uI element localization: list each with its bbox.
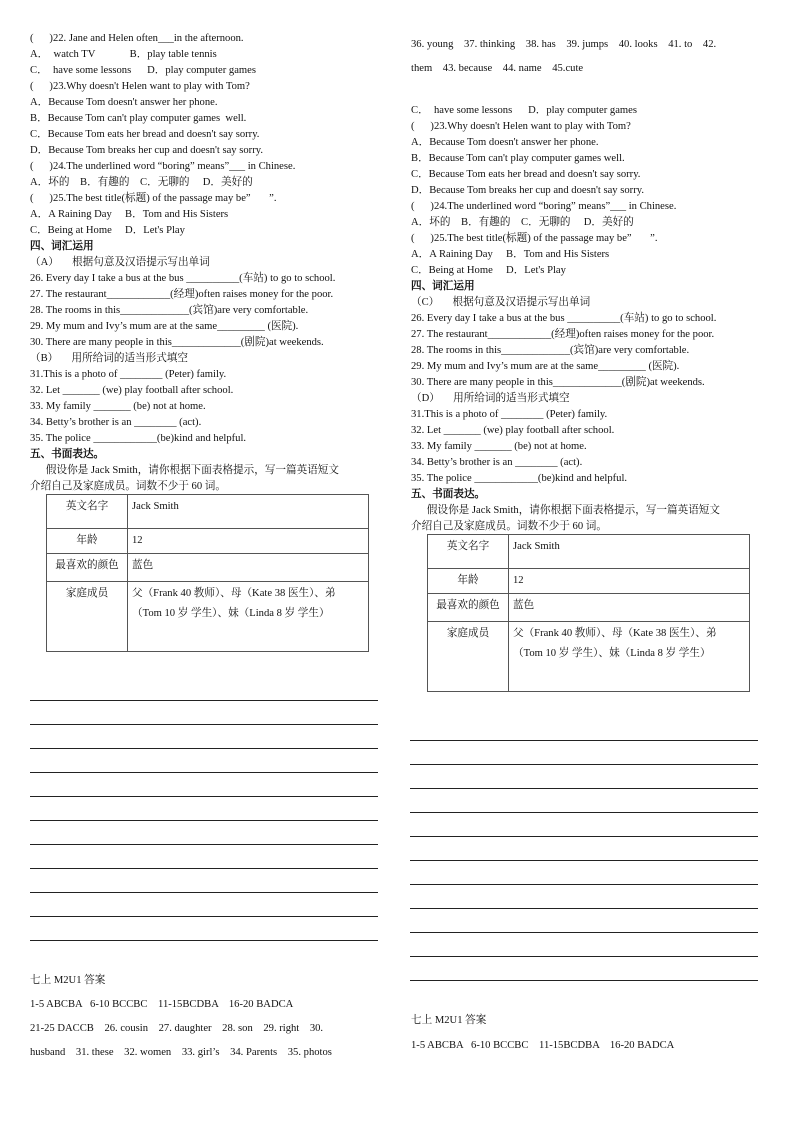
text-line: A．Because Tom doesn't answer her phone. [30, 97, 218, 108]
text-line: 29. My mum and Ivy’s mum are at the same_________ (医院). [30, 321, 299, 332]
text-line: B．Because Tom can't play computer games well. [30, 113, 247, 124]
text-line: A．坏的 B．有趣的 C．无聊的 D．美好的 [30, 177, 253, 188]
text-line: 1-5 ABCBA 6-10 BCCBC 11-15BCDBA 16-20 BADCA [30, 999, 294, 1010]
text-line: 34. Betty’s brother is an ________ (act). [30, 417, 202, 428]
table-value-name: Jack Smith [509, 535, 750, 569]
text-line: ( )24.The underlined word “boring” means”___ in Chinese. [411, 201, 677, 212]
writing-line[interactable] [410, 932, 758, 933]
answer-title: 七上 M2U1 答案 [411, 1015, 487, 1026]
writing-line[interactable] [30, 820, 378, 821]
text-line: A．A Raining Day B．Tom and His Sisters [411, 249, 610, 260]
text-line: 27. The restaurant____________(经理)often raises money for the poor. [411, 329, 715, 340]
writing-line[interactable] [30, 916, 378, 917]
text-line: 介绍自己及家庭成员。词数不少于 60 词。 [30, 481, 226, 492]
table-label-color: 最喜欢的颜色 [47, 554, 128, 582]
text-line: A．坏的 B．有趣的 C．无聊的 D．美好的 [411, 217, 634, 228]
text-line: C．Because Tom eats her bread and doesn't say sorry. [411, 169, 641, 180]
text-line: （D） 用所给词的适当形式填空 [411, 393, 570, 404]
writing-line[interactable] [30, 844, 378, 845]
text-line: 29. My mum and Ivy’s mum are at the same_________ (医院). [411, 361, 680, 372]
text-line: 35. The police ____________(be)kind and helpful. [411, 473, 628, 484]
writing-line[interactable] [410, 740, 758, 741]
text-line: 31.This is a photo of ________ (Peter) family. [411, 409, 608, 420]
table-value-color: 蓝色 [509, 594, 750, 622]
text-line: ( )25.The best title(标题) of the passage may be” ”. [30, 193, 277, 204]
text-line: 假设你是 Jack Smith，请你根据下面表格提示，写一篇英语短文 [30, 465, 339, 476]
table-value-family: 父（Frank 40 教师）、母（Kate 38 医生）、弟（Tom 10 岁 学生）、妹（Linda 8 岁 学生） [509, 622, 750, 692]
writing-line[interactable] [410, 884, 758, 885]
text-line: 假设你是 Jack Smith，请你根据下面表格提示，写一篇英语短文 [411, 505, 720, 516]
text-line: （C） 根据句意及汉语提示写出单词 [411, 297, 591, 308]
writing-line[interactable] [30, 868, 378, 869]
writing-line[interactable] [30, 940, 378, 941]
text-line: 26. Every day I take a bus at the bus __________(车站) to go to school. [30, 273, 336, 284]
text-line: 28. The rooms in this_____________(宾馆)are very comfortable. [30, 305, 309, 316]
text-line: 33. My family _______ (be) not at home. [30, 401, 206, 412]
text-line: B．Because Tom can't play computer games well. [411, 153, 625, 164]
text-line: ( )22. Jane and Helen often___in the afternoon. [30, 33, 244, 44]
text-line: 五、书面表达。 [30, 449, 105, 460]
text-line: ( )25.The best title(标题) of the passage may be” ”. [411, 233, 658, 244]
table-label-name: 英文名字 [47, 495, 128, 529]
text-line: 36. young 37. thinking 38. has 39. jumps 40. looks 41. to 42. [411, 39, 717, 50]
answer-title: 七上 M2U1 答案 [30, 975, 106, 986]
text-line: them 43. because 44. name 45.cute [411, 63, 584, 74]
text-line: （A） 根据句意及汉语提示写出单词 [30, 257, 210, 268]
text-line: 30. There are many people in this_____________(剧院)at weekends. [30, 337, 324, 348]
text-line: C．Being at Home D．Let's Play [30, 225, 185, 236]
writing-line[interactable] [410, 788, 758, 789]
text-line: 33. My family _______ (be) not at home. [411, 441, 587, 452]
text-line: 31.This is a photo of ________ (Peter) family. [30, 369, 227, 380]
text-line: A． watch TV B．play table tennis [30, 49, 217, 60]
text-line: ( )23.Why doesn't Helen want to play with Tom? [411, 121, 631, 132]
table-label-family: 家庭成员 [428, 622, 509, 692]
text-line: 四、词汇运用 [411, 281, 475, 292]
writing-line[interactable] [410, 836, 758, 837]
writing-line[interactable] [410, 956, 758, 957]
writing-line[interactable] [30, 700, 378, 701]
table-value-family: 父（Frank 40 教师）、母（Kate 38 医生）、弟（Tom 10 岁 学生）、妹（Linda 8 岁 学生） [128, 582, 369, 652]
writing-line[interactable] [30, 748, 378, 749]
writing-line[interactable] [410, 908, 758, 909]
text-line: A．A Raining Day B．Tom and His Sisters [30, 209, 229, 220]
text-line: husband 31. these 32. women 33. girl’s 34. Parents 35. photos [30, 1047, 332, 1058]
text-line: C．Because Tom eats her bread and doesn't say sorry. [30, 129, 260, 140]
text-line: （B） 用所给词的适当形式填空 [30, 353, 189, 364]
writing-line[interactable] [410, 812, 758, 813]
text-line: 32. Let _______ (we) play football after school. [411, 425, 615, 436]
table-value-name: Jack Smith [128, 495, 369, 529]
table-value-age: 12 [128, 529, 369, 554]
text-line: A．Because Tom doesn't answer her phone. [411, 137, 599, 148]
text-line: 27. The restaurant____________(经理)often raises money for the poor. [30, 289, 334, 300]
text-line: 21-25 DACCB 26. cousin 27. daughter 28. son 29. right 30. [30, 1023, 324, 1034]
text-line: 五、书面表达。 [411, 489, 486, 500]
table-label-name: 英文名字 [428, 535, 509, 569]
text-line: 28. The rooms in this_____________(宾馆)are very comfortable. [411, 345, 690, 356]
writing-line[interactable] [410, 980, 758, 981]
table-label-color: 最喜欢的颜色 [428, 594, 509, 622]
text-line: 35. The police ____________(be)kind and helpful. [30, 433, 247, 444]
table-value-color: 蓝色 [128, 554, 369, 582]
info-table-right [427, 534, 750, 692]
writing-line[interactable] [410, 764, 758, 765]
table-label-family: 家庭成员 [47, 582, 128, 652]
text-line: 介绍自己及家庭成员。词数不少于 60 词。 [411, 521, 607, 532]
table-label-age: 年龄 [47, 529, 128, 554]
text-line: ( )23.Why doesn't Helen want to play with Tom? [30, 81, 250, 92]
text-line: 1-5 ABCBA 6-10 BCCBC 11-15BCDBA 16-20 BADCA [411, 1040, 675, 1051]
table-value-age: 12 [509, 569, 750, 594]
text-line: C． have some lessons D．play computer games [30, 65, 256, 76]
text-line: ( )24.The underlined word “boring” means”___ in Chinese. [30, 161, 296, 172]
text-line: C． have some lessons D．play computer games [411, 105, 637, 116]
text-line: 34. Betty’s brother is an ________ (act). [411, 457, 583, 468]
writing-line[interactable] [30, 772, 378, 773]
text-line: D．Because Tom breaks her cup and doesn't say sorry. [411, 185, 644, 196]
text-line: D．Because Tom breaks her cup and doesn't say sorry. [30, 145, 263, 156]
text-line: 30. There are many people in this_____________(剧院)at weekends. [411, 377, 705, 388]
info-table-left [46, 494, 369, 652]
text-line: 32. Let _______ (we) play football after school. [30, 385, 234, 396]
writing-line[interactable] [30, 724, 378, 725]
text-line: C．Being at Home D．Let's Play [411, 265, 566, 276]
writing-line[interactable] [30, 892, 378, 893]
writing-line[interactable] [30, 796, 378, 797]
table-label-age: 年龄 [428, 569, 509, 594]
writing-line[interactable] [410, 860, 758, 861]
text-line: 26. Every day I take a bus at the bus __________(车站) to go to school. [411, 313, 717, 324]
text-line: 四、词汇运用 [30, 241, 94, 252]
